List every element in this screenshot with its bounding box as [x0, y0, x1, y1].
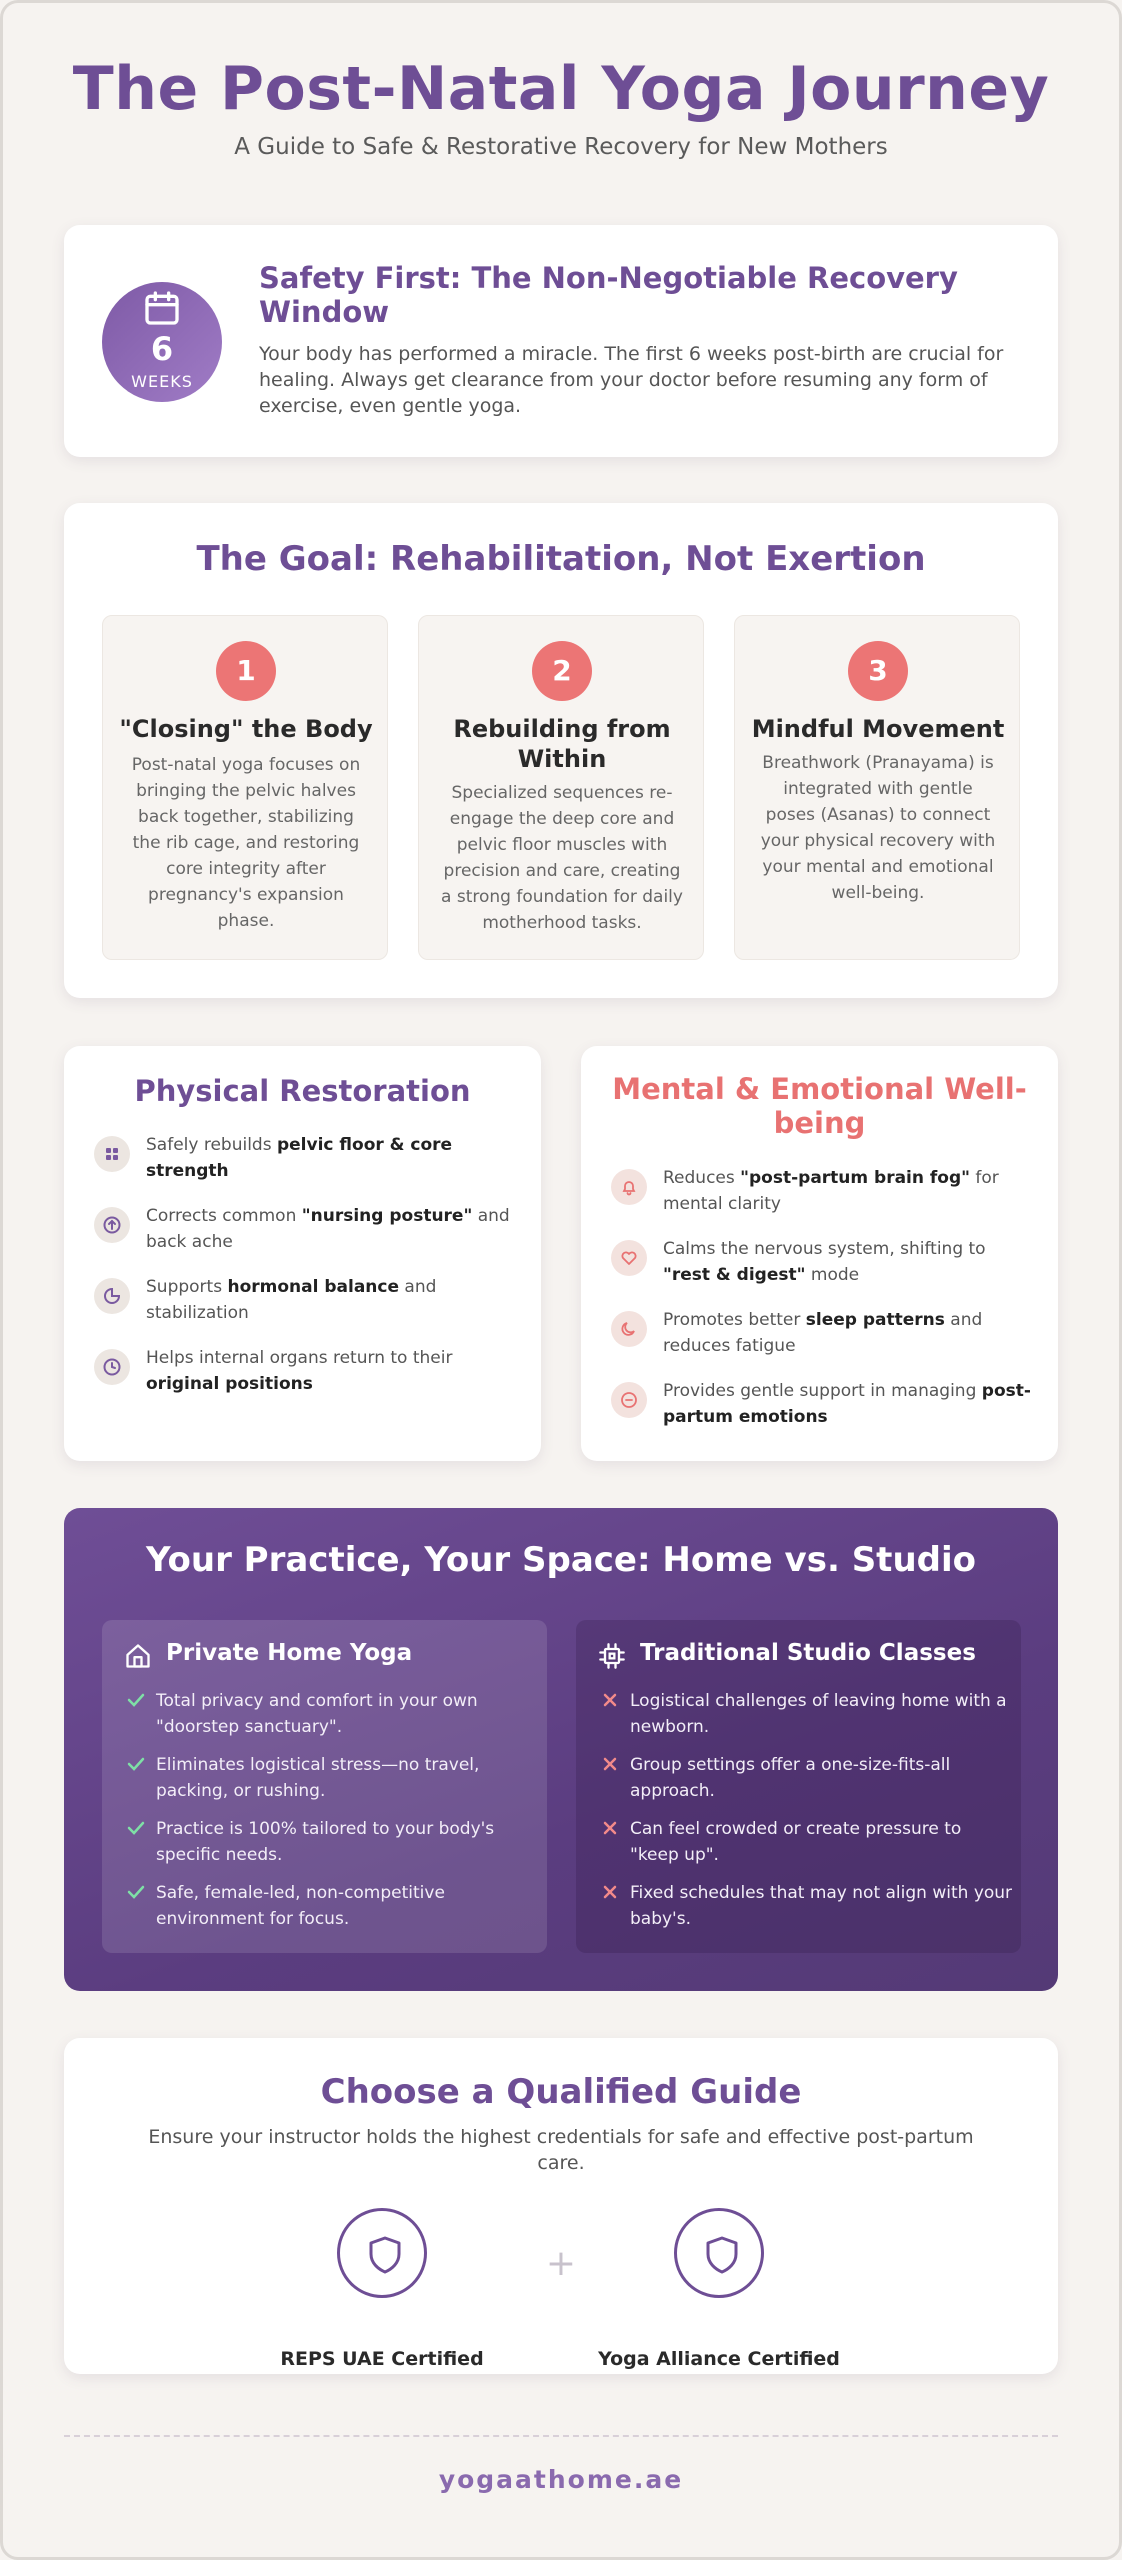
goal-card	[64, 503, 1058, 998]
goal-step-2	[418, 615, 704, 960]
shield-icon	[674, 2208, 764, 2298]
footer-divider	[64, 2435, 1058, 2437]
physical-card: Physical Restoration Safely rebuilds pelvic floor & core strength Corrects common "nursing posture" and back ache Supports hormonal balance and stabilization Helps internal organs return to their original positions	[64, 1046, 541, 1461]
moon-icon	[611, 1311, 647, 1347]
step-text: Specialized sequences re-engage the deep core and pelvic floor muscles with precision and care, creating a strong foundation for daily motherhood tasks.	[441, 783, 683, 933]
step-text: Post-natal yoga focuses on bringing the pelvic halves back together, stabilizing the rib cage, and restoring core integrity after pregnancy's expansion phase.	[131, 755, 361, 931]
goal-step-3	[734, 615, 1020, 960]
guide-text: Ensure your instructor holds the highest credentials for safe and effective post-partum care.	[148, 2126, 974, 2174]
clock-icon	[94, 1349, 130, 1385]
weeks-unit: WEEKS	[131, 372, 193, 391]
heart-icon	[611, 1240, 647, 1276]
check-icon	[126, 1882, 146, 1902]
plus-sign: +	[545, 2243, 577, 2284]
check-icon	[126, 1818, 146, 1838]
safety-card	[64, 225, 1058, 457]
practice-title: Your Practice, Your Space: Home vs. Studio	[146, 1540, 976, 1580]
mental-title: Mental & Emotional Well-being	[612, 1072, 1027, 1140]
calendar-icon	[142, 288, 182, 328]
home-yoga-column: Private Home Yoga Total privacy and comfort in your own "doorstep sanctuary". Eliminates logistical stress—no travel, packing, or rushing. Practice is 100% tailored to your body's specific needs. Safe, female-led, non-competitive environment for focus.	[102, 1620, 547, 1953]
bell-icon	[611, 1169, 647, 1205]
pie-icon	[94, 1278, 130, 1314]
grid-icon	[94, 1136, 130, 1172]
shield-icon	[337, 2208, 427, 2298]
step-number: 3	[848, 641, 908, 701]
cert-label: REPS UAE Certified	[280, 2348, 484, 2370]
cert-label: Yoga Alliance Certified	[598, 2348, 840, 2370]
mental-card: Mental & Emotional Well-being Reduces "post-partum brain fog" for mental clarity Calms the nervous system, shifting to "rest & digest" mode Promotes better sleep patterns and reduces fatigue Provides gentle support in managing post-partum emotions	[581, 1046, 1058, 1461]
cross-icon	[600, 1690, 620, 1710]
check-icon	[126, 1690, 146, 1710]
weeks-badge	[102, 282, 222, 402]
step-title: "Closing" the Body	[119, 715, 373, 743]
arrow-up-icon	[94, 1207, 130, 1243]
page-subtitle: A Guide to Safe & Restorative Recovery for New Mothers	[234, 134, 888, 160]
safety-title: Safety First: The Non-Negotiable Recovery Window	[259, 261, 958, 329]
step-title: Rebuilding from Within	[453, 715, 671, 773]
check-icon	[126, 1754, 146, 1774]
minus-circle-icon	[611, 1382, 647, 1418]
guide-card	[64, 2038, 1058, 2374]
cross-icon	[600, 1818, 620, 1838]
page-title: The Post-Natal Yoga Journey	[72, 54, 1050, 124]
footer-site: yogaathome.ae	[438, 2465, 684, 2494]
safety-text: Your body has performed a miracle. The first 6 weeks post-birth are crucial for healing. Always get clearance from your doctor before resuming any form of exercise, even gentle yoga.	[259, 343, 1004, 417]
physical-title: Physical Restoration	[134, 1074, 471, 1108]
chip-icon	[598, 1642, 626, 1670]
studio-classes-column: Traditional Studio Classes Logistical challenges of leaving home with a newborn. Group settings offer a one-size-fits-all approach. Can feel crowded or create pressure to "keep up". Fixed schedules that may not align with your baby's.	[576, 1620, 1021, 1953]
home-yoga-title: Private Home Yoga	[166, 1640, 413, 1666]
goal-title: The Goal: Rehabilitation, Not Exertion	[196, 539, 926, 579]
cross-icon	[600, 1882, 620, 1902]
studio-classes-title: Traditional Studio Classes	[640, 1640, 976, 1666]
weeks-number: 6	[150, 330, 174, 368]
goal-step-1	[102, 615, 388, 960]
step-number: 1	[216, 641, 276, 701]
step-title: Mindful Movement	[751, 715, 1005, 743]
step-text: Breathwork (Pranayama) is integrated with gentle poses (Asanas) to connect your physical recovery with your mental and emotional well-being.	[760, 753, 996, 903]
cross-icon	[600, 1754, 620, 1774]
guide-title: Choose a Qualified Guide	[320, 2072, 802, 2112]
practice-section	[64, 1508, 1058, 1991]
step-number: 2	[532, 641, 592, 701]
home-icon	[124, 1642, 152, 1670]
